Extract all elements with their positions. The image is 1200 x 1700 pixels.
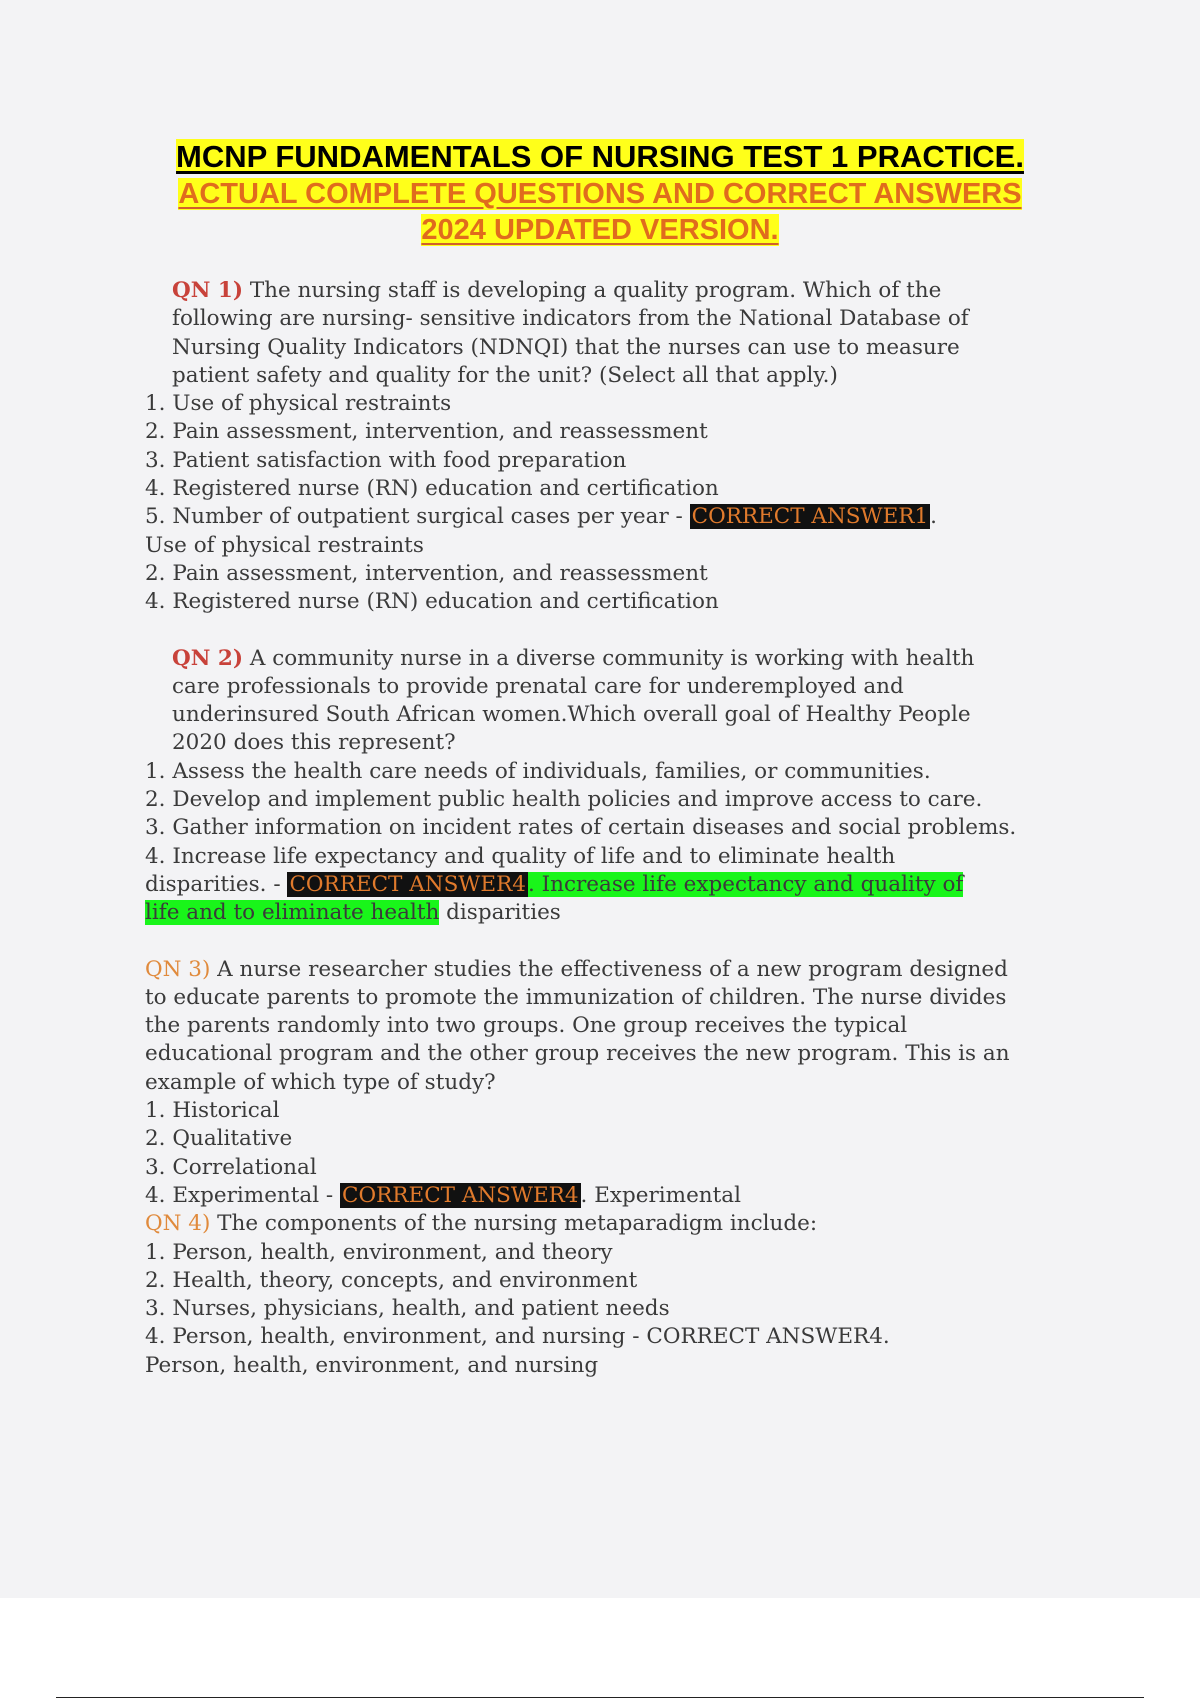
correct-answer-highlight: life and to eliminate health [145, 900, 440, 926]
question-label: QN 4) [145, 1211, 211, 1237]
answer-option: 3. Correlational [145, 1154, 317, 1180]
correct-answer-text: . Experimental [580, 1182, 741, 1208]
answer-option: 4. Person, health, environment, and nursing - CORRECT ANSWER4. [145, 1324, 890, 1350]
question-2: QN 2) A community nurse in a diverse community is working with health care professionals to provide prenatal care for underemployed and underinsured South African women.Which overall goal of Healthy People 2020 does this represent? 1. Assess the health care needs of individuals, families, or communities. 2. Develop and implement public health policies and improve access to care. 3. Gather information on incident rates of certain diseases and social problems. 4. Increase life expectancy and quality of life and to eliminate health disparities. - CORRECT ANSWER4. Increase life expectancy and quality of life and to eliminate health disparities [145, 645, 1085, 928]
question-stem: following are nursing- sensitive indicators from the National Database of [172, 306, 969, 332]
question-stem: patient safety and quality for the unit? (Select all that apply.) [172, 362, 838, 388]
correct-answer-text: Use of physical restraints [145, 532, 424, 558]
bottom-divider [56, 1697, 1144, 1698]
question-stem: A community nurse in a diverse community is working with health [243, 645, 975, 671]
answer-option: 2. Qualitative [145, 1126, 293, 1152]
question-stem: The nursing staff is developing a quality program. Which of the [243, 278, 942, 303]
title-line-2: ACTUAL COMPLETE QUESTIONS AND CORRECT ANSWERS [178, 178, 1022, 210]
answer-option: 1. Assess the health care needs of individuals, families, or communities. [145, 758, 931, 784]
document-header [0, 138, 1200, 248]
question-stem: 2020 does this represent? [172, 730, 456, 756]
question-stem: underinsured South African women.Which overall goal of Healthy People [172, 702, 971, 728]
answer-option: 3. Nurses, physicians, health, and patient needs [145, 1296, 670, 1322]
answer-option: 1. Person, health, environment, and theory [145, 1239, 613, 1265]
question-stem: example of which type of study? [145, 1069, 496, 1095]
answer-option: 1. Historical [145, 1098, 280, 1124]
correct-answer-highlight: . Increase life expectancy and quality of [527, 871, 964, 897]
question-stem: to educate parents to promote the immunization of children. The nurse divides [145, 984, 1007, 1010]
question-stem: care professionals to provide prenatal care for underemployed and [172, 673, 904, 699]
correct-answer-tag: CORRECT ANSWER1 [691, 504, 929, 530]
answer-option: 4. Experimental - [145, 1182, 341, 1208]
question-1: QN 1) The nursing staff is developing a quality program. Which of the following are nursing- sensitive indicators from the National Database of Nursing Quality Indicators (NDNQI) that the nurses can use to measure patient safety and quality for the unit? (Select all that apply.) 1. Use of physical restraints 2. Pain assessment, intervention, and reassessment 3. Patient satisfaction with food preparation 4. Registered nurse (RN) education and certification 5. Number of outpatient surgical cases per year - CORRECT ANSWER1. Use of physical restraints 2. Pain assessment, intervention, and reassessment 4. Registered nurse (RN) education and certification [145, 277, 1085, 617]
question-stem: educational program and the other group receives the new program. This is an [145, 1041, 1010, 1067]
answer-option: 5. Number of outpatient surgical cases per year - [145, 504, 690, 530]
question-stem: A nurse researcher studies the effectiveness of a new program designed [210, 956, 1008, 982]
correct-answer-tag: CORRECT ANSWER4 [289, 871, 526, 897]
answer-option: 3. Patient satisfaction with food preparation [145, 447, 627, 473]
answer-option: 4. Increase life expectancy and quality of life and to eliminate health [145, 843, 896, 869]
title-line-3: 2024 UPDATED VERSION. [421, 214, 779, 246]
document-body [145, 277, 1085, 1380]
answer-option: 2. Health, theory, concepts, and environment [145, 1267, 638, 1293]
question-3 [145, 956, 1085, 1211]
title-line-1: MCNP FUNDAMENTALS OF NURSING TEST 1 PRACTICE. [176, 139, 1024, 174]
answer-option: 2. Develop and implement public health policies and improve access to care. [145, 787, 983, 813]
question-stem: Nursing Quality Indicators (NDNQI) that the nurses can use to measure [172, 334, 960, 360]
question-label: QN 1) [172, 278, 243, 303]
correct-answer-text: Person, health, environment, and nursing [145, 1352, 599, 1378]
question-stem: The components of the nursing metaparadigm include: [210, 1211, 818, 1237]
answer-option: 3. Gather information on incident rates of certain diseases and social problems. [145, 815, 1017, 841]
question-label: QN 3) [145, 956, 211, 982]
question-4 [145, 1210, 1085, 1380]
correct-answer-text: 4. Registered nurse (RN) education and certification [145, 589, 719, 615]
answer-option: 1. Use of physical restraints [145, 391, 452, 417]
question-stem: the parents randomly into two groups. One group receives the typical [145, 1013, 908, 1039]
correct-answer-tag: CORRECT ANSWER4 [342, 1182, 579, 1208]
correct-answer-text: 2. Pain assessment, intervention, and reassessment [145, 560, 708, 586]
answer-option: 2. Pain assessment, intervention, and reassessment [145, 419, 708, 445]
question-label: QN 2) [172, 645, 243, 671]
answer-option: 4. Registered nurse (RN) education and certification [145, 476, 719, 502]
